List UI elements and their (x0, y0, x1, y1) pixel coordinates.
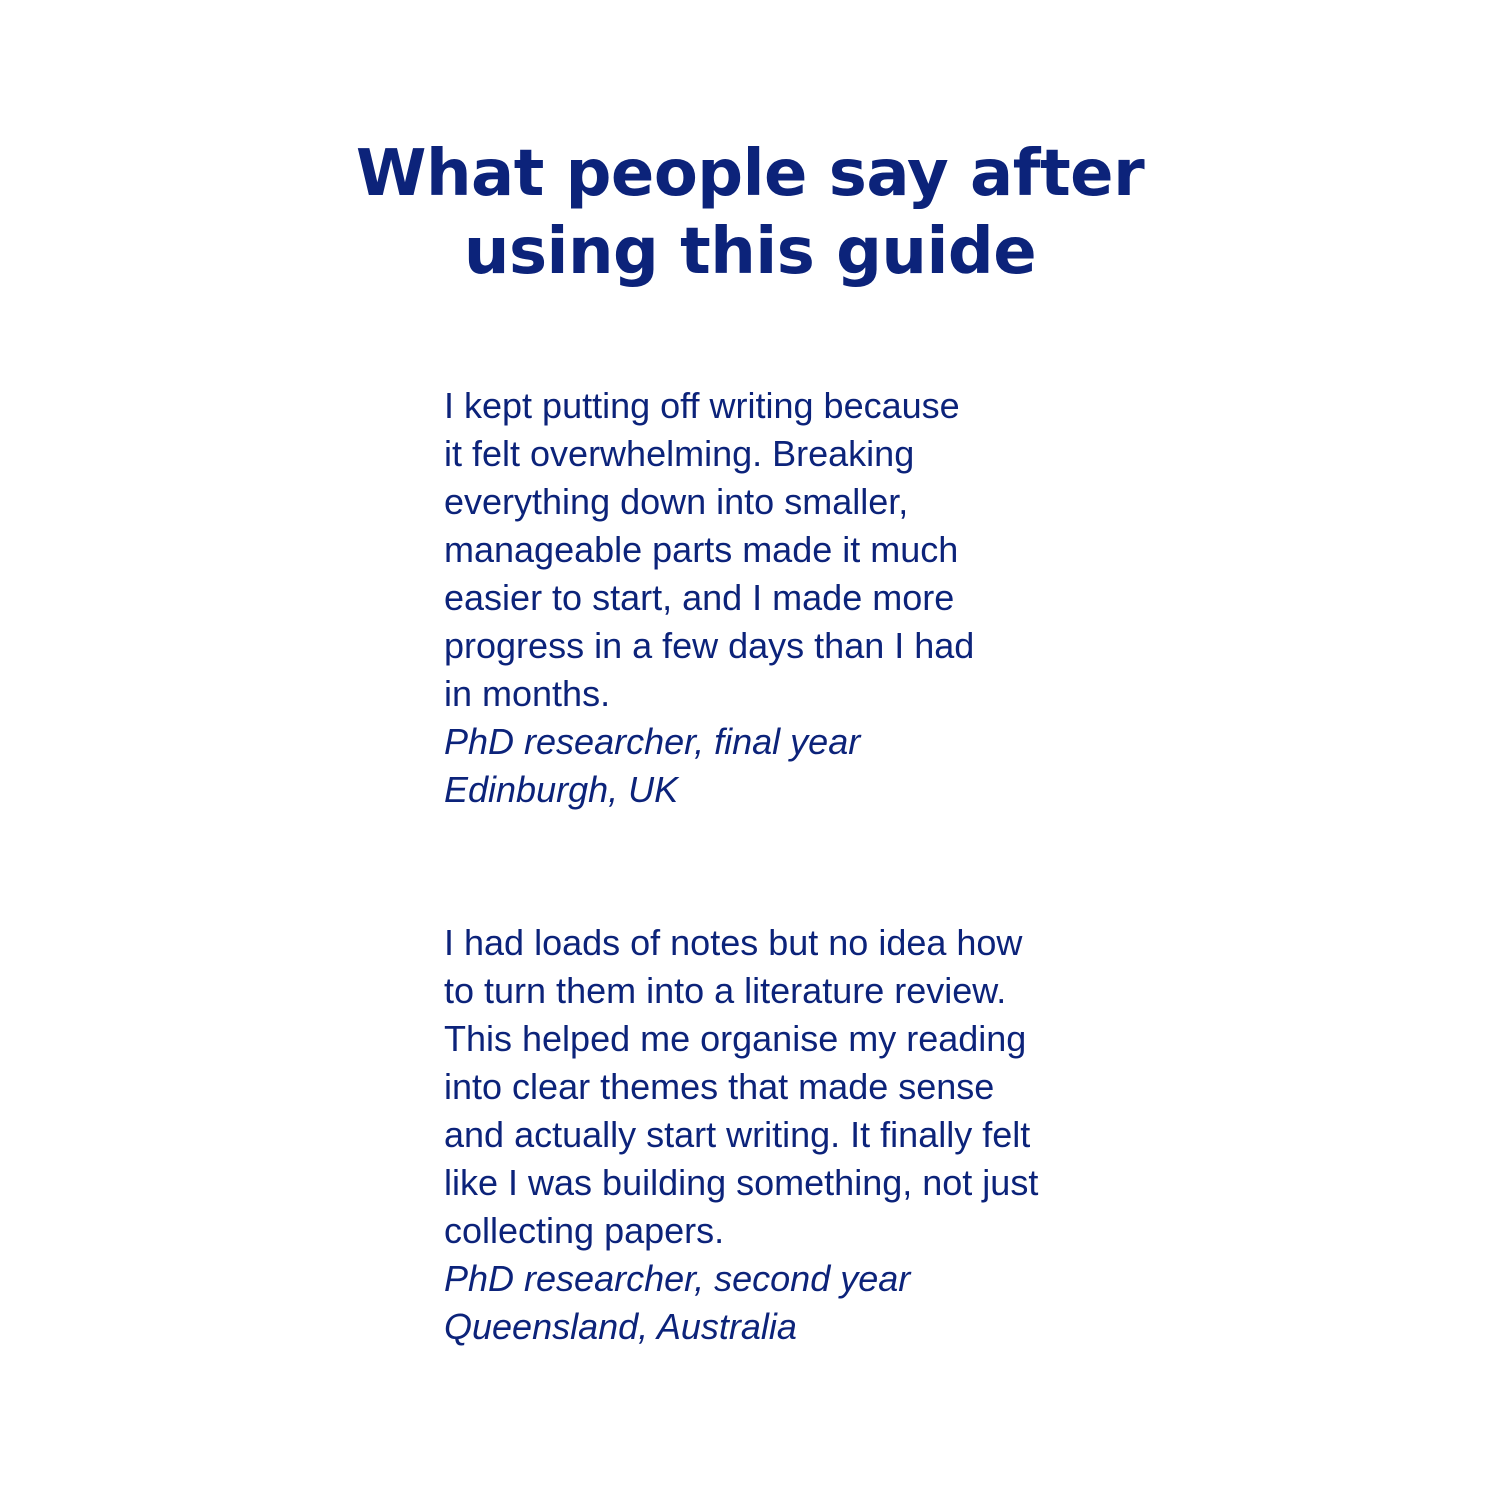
quote-line: and actually start writing. It finally felt (444, 1114, 1031, 1155)
quote-line: progress in a few days than I had (444, 625, 975, 666)
attribution-location: Queensland, Australia (444, 1306, 797, 1347)
quote-line: I had loads of notes but no idea how (444, 922, 1023, 963)
quote-line: into clear themes that made sense (444, 1066, 995, 1107)
testimonial-1 (444, 382, 1144, 814)
attribution-location: Edinburgh, UK (444, 769, 679, 810)
page-title-line-1: What people say after (355, 137, 1145, 211)
quote-line: everything down into smaller, (444, 481, 909, 522)
quote-line: easier to start, and I made more (444, 577, 955, 618)
quote-line: I kept putting off writing because (444, 385, 960, 426)
page-title-line-2: using this guide (463, 215, 1037, 289)
testimonial-2 (444, 919, 1144, 1351)
quote-line: in months. (444, 673, 611, 714)
quote-line: collecting papers. (444, 1210, 725, 1251)
attribution-role: PhD researcher, second year (444, 1258, 911, 1299)
quote-line: This helped me organise my reading (444, 1018, 1027, 1059)
quote-line: to turn them into a literature review. (444, 970, 1007, 1011)
page-title (0, 135, 1500, 291)
quote-line: manageable parts made it much (444, 529, 959, 570)
attribution-role: PhD researcher, final year (444, 721, 861, 762)
quote-line: like I was building something, not just (444, 1162, 1039, 1203)
quote-line: it felt overwhelming. Breaking (444, 433, 915, 474)
